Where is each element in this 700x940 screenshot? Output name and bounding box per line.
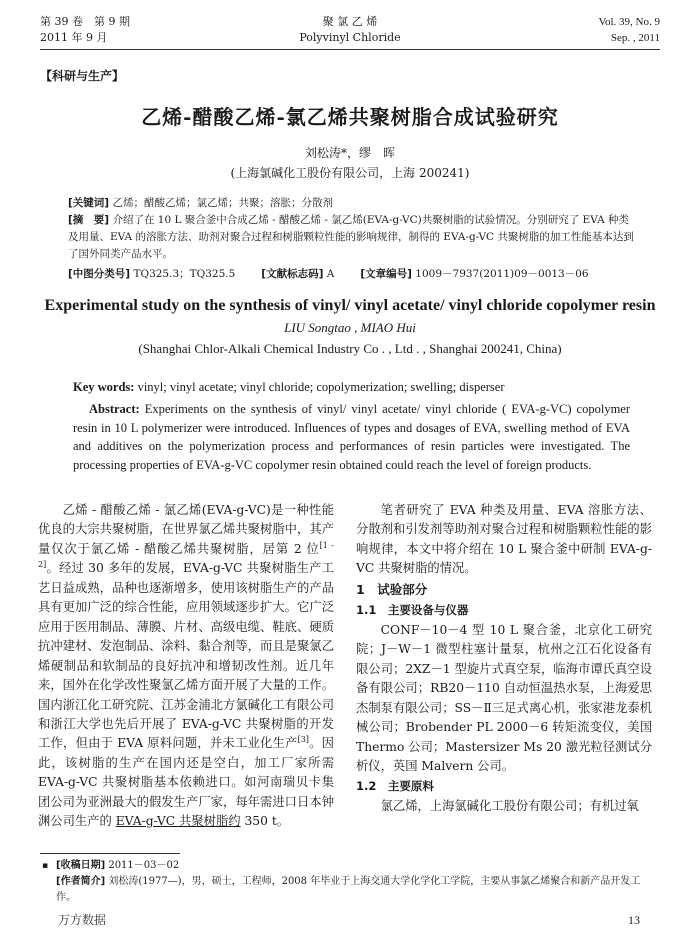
running-header — [40, 14, 660, 50]
keywords-zh-label: [关键词] — [68, 197, 110, 209]
section-tag: 【科研与生产】 — [40, 69, 125, 83]
footnote-received: ▪ [收稿日期] 2011－03－02 — [40, 858, 660, 874]
citation-1-2: [1 - 2] — [38, 540, 334, 570]
affiliation-zh: (上海氯碱化工股份有限公司，上海 200241) — [230, 166, 470, 180]
document-code: [文献标志码] A — [261, 268, 335, 280]
authors-zh: 刘松涛*，缪 晖 — [304, 146, 395, 160]
title-en: Experimental study on the synthesis of vinyl/ vinyl acetate/ vinyl chloride copolymer resin — [44, 297, 656, 314]
classification-zh — [68, 266, 638, 283]
title-zh: 乙烯-醋酸乙烯-氯乙烯共聚树脂合成试验研究 — [141, 105, 559, 129]
page-number: 13 — [628, 913, 640, 927]
article-number: [文章编号] 1009－7937(2011)09－0013－06 — [360, 268, 589, 280]
header-journal: 聚 氯 乙 烯 Polyvinyl Chloride — [299, 15, 401, 44]
abstract-en — [73, 400, 630, 474]
abstract-en-text: Experiments on the synthesis of vinyl/ vinyl acetate/ vinyl chloride ( EVA-g-VC) copolymer resin in 10 L polymerizer were introduced. Influences of types and dosages of EVA, swelling method of EVA and additives on the polymerization process and performances of resin particles were investigated. The processing properties of EVA-g-VC copolymer resin obtained could reach the level of foreign products. — [73, 402, 631, 472]
body-right-column — [356, 501, 652, 817]
abstract-zh-text: 介绍了在 10 L 聚合釜中合成乙烯 - 醋酸乙烯 - 氯乙烯(EVA-g-VC)共聚树脂的试验情况。分别研究了 EVA 种类及用量、EVA 的溶胀方法、助剂对聚合过程和树脂颗粒性能的影响规律，制得的 EVA-g-VC 共聚树脂的加工性能基本达到了国外同类产品水平。 — [68, 214, 634, 260]
materials-paragraph: 氯乙烯，上海氯碱化工股份有限公司；有机过氧 — [380, 799, 639, 814]
authors-en: LIU Songtao , MIAO Hui — [284, 320, 416, 335]
footnotes — [40, 858, 660, 906]
equipment-paragraph: CONF－10－4 型 10 L 聚合釜，北京化工研究院；J－W－1 微型柱塞计量泵，杭州之江石化设备有限公司；2XZ－1 型旋片式真空泵，临海市谭氏真空设备有限公司；RB20－110 自动恒温热水泵，上海爱思杰制泵有限公司；SS－Ⅱ三足式离心机，张家港龙泰机械公司；Brobender PL 2000－6 转矩流变仪，美国 Thermo 公司；Mastersizer Ms 20 激光粒径测试分析仪，英国 Malvern 公司。 — [356, 622, 652, 773]
keywords-en — [73, 378, 630, 397]
heading-equipment: 1.1 主要设备与仪器 — [356, 602, 469, 617]
heading-experimental: 1 试验部分 — [356, 581, 428, 597]
footnote-divider — [40, 853, 180, 854]
citation-3: [3] — [297, 735, 309, 745]
watermark: 万方数据 — [58, 913, 107, 927]
abstract-zh — [68, 212, 638, 263]
body-left-column — [38, 501, 334, 832]
keywords-en-text: vinyl; vinyl acetate; vinyl chloride; copolymerization; swelling; disperser — [137, 380, 505, 394]
underlined-phrase: EVA-g-VC 共聚树脂约 — [115, 814, 241, 829]
keywords-zh-text: 乙烯；醋酸乙烯；氯乙烯；共聚；溶胀；分散剂 — [112, 197, 333, 209]
affiliation-en: (Shanghai Chlor-Alkali Chemical Industry Co . , Ltd . , Shanghai 200241, China) — [138, 341, 562, 356]
abstract-en-label: Abstract: — [89, 402, 140, 416]
header-volume-zh: 第 39 卷 第 9 期 2011 年 9 月 — [40, 15, 130, 44]
header-volume-en: Vol. 39, No. 9 Sep. , 2011 — [598, 16, 660, 44]
abstract-zh-label: [摘 要] — [68, 214, 110, 226]
footnote-author: [作者简介] 刘松涛(1977—)，男，硕士，工程师，2008 年毕业于上海交通大学化学化工学院，主要从事氯乙烯聚合和新产品开发工作。 — [56, 876, 641, 903]
clc-number: [中图分类号] TQ325.3；TQ325.5 — [68, 268, 236, 280]
keywords-en-label: Key words: — [73, 380, 135, 394]
intro-paragraph-2: 笔者研究了 EVA 种类及用量、EVA 溶胀方法、分散剂和引发剂等助剂对聚合过程和树脂颗粒性能的影响规律，本文中将介绍在 10 L 聚合釜中研制 EVA-g-VC 共聚树脂的情况。 — [356, 503, 652, 576]
heading-materials: 1.2 主要原料 — [356, 779, 434, 794]
keywords-zh — [68, 195, 638, 212]
intro-paragraph: 乙烯 - 醋酸乙烯 - 氯乙烯(EVA-g-VC)是一种性能优良的大宗共聚树脂，在世界氯乙烯共聚树脂中，其产量仅次于氯乙烯 - 醋酸乙烯共聚树脂，居第 2 位[1 - 2]。经过 30 多年的发展，EVA-g-VC 共聚树脂生产工艺日益成熟，品种也逐渐增多，使用该树脂生产的产品具有更加广泛的综合性能，应用领域逐步扩大。它广泛应用于医用制品、薄膜、片材、高级电缆、鞋底、硬质抗冲建材、发泡制品、涂料、黏合剂等，而且是聚氯乙烯硬制品和软制品的良好抗冲和增韧改性剂。近几年来，国外在化学改性聚氯乙烯方面开展了大量的工作。国内浙江化工研究院、江苏金浦北方氯碱化工有限公司和浙江大学也先后开展了 EVA-g-VC 共聚树脂的开发工作，但由于 EVA 原料问题，并未工业化生产[3]。因此，该树脂的生产在国内还是空白，加工厂家所需 EVA-g-VC 共聚树脂基本依赖进口。如河南瑞贝卡集团公司为亚洲最大的假发生产厂家，每年需进口日本钟渊公司生产的 EVA-g-VC 共聚树脂约 350 t。 — [38, 503, 334, 829]
